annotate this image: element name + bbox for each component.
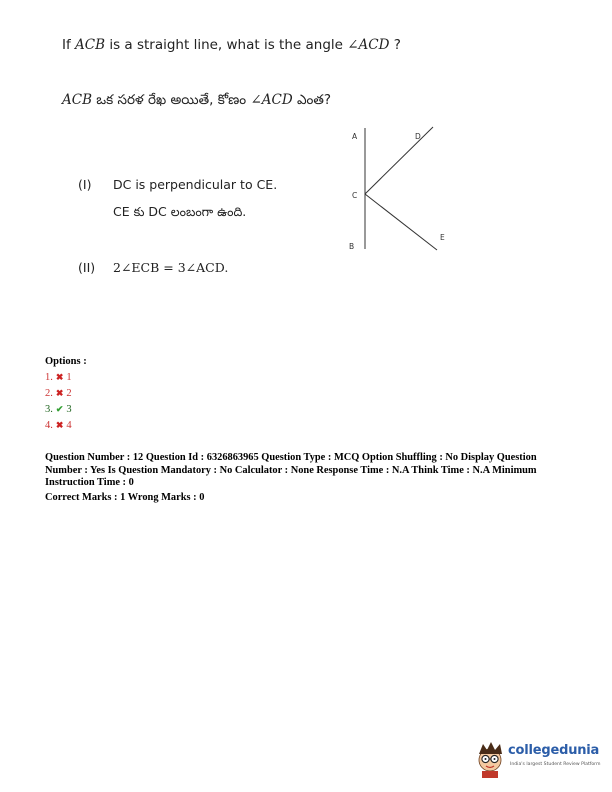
question-telugu: ACB ఒక సరళ రేఖ అయితే, కోణం ∠ACD ఎంత? <box>62 92 332 108</box>
option-value: 4 <box>66 420 72 431</box>
statement-2-number: (II) <box>78 260 96 275</box>
option-3[interactable] <box>45 404 72 415</box>
label-a: A <box>352 132 358 141</box>
collegedunia-logo <box>474 738 604 778</box>
statement-1-text-en: DC is perpendicular to CE. <box>113 177 278 192</box>
math-acb: ACB <box>75 37 106 53</box>
math-acb-telugu: ACB <box>62 92 92 108</box>
line-cd <box>365 127 433 194</box>
geometry-diagram <box>340 122 460 257</box>
math-angle-acd: ∠ACD <box>347 37 390 53</box>
logo-tagline: India's largest Student Review Platform <box>510 762 601 767</box>
label-d: D <box>415 132 421 141</box>
math-angle-acd-telugu: ∠ACD <box>250 92 293 108</box>
cross-icon: ✖ <box>55 420 64 430</box>
question-meta: Question Number : 12 Question Id : 6326863965 Question Type : MCQ Option Shuffling : No Display Question Number : Yes Is Question Mandatory : No Calculator : None Response Time : N.A Think Time : N.A Minimum Instruction Time : 0 <box>45 452 537 488</box>
options-title: Options : <box>45 356 87 367</box>
option-number: 2. <box>45 388 53 399</box>
cross-icon: ✖ <box>55 388 64 398</box>
label-b: B <box>349 242 355 251</box>
line-ce <box>365 194 437 250</box>
label-c: C <box>352 191 358 200</box>
option-number: 3. <box>45 404 53 415</box>
option-1[interactable] <box>45 372 72 383</box>
statement-1-text-te: CE కు DC లంబంగా ఉంది. <box>113 204 247 219</box>
option-value: 2 <box>66 388 72 399</box>
option-2[interactable] <box>45 388 72 399</box>
option-4[interactable] <box>45 420 72 431</box>
mascot-icon <box>474 738 508 778</box>
label-e: E <box>440 233 445 242</box>
option-value: 1 <box>66 372 72 383</box>
cross-icon: ✖ <box>55 372 64 382</box>
logo-name: collegedunia <box>508 743 600 758</box>
check-icon: ✔ <box>55 404 64 414</box>
option-value: 3 <box>66 404 72 415</box>
question-english: If ACB is a straight line, what is the angle ∠ACD ? <box>62 37 401 53</box>
statement-2-text: 2∠ECB = 3∠ACD. <box>113 260 229 275</box>
option-number: 4. <box>45 420 53 431</box>
statement-1-number: (I) <box>78 177 92 192</box>
option-number: 1. <box>45 372 53 383</box>
question-marks: Correct Marks : 1 Wrong Marks : 0 <box>45 492 205 503</box>
